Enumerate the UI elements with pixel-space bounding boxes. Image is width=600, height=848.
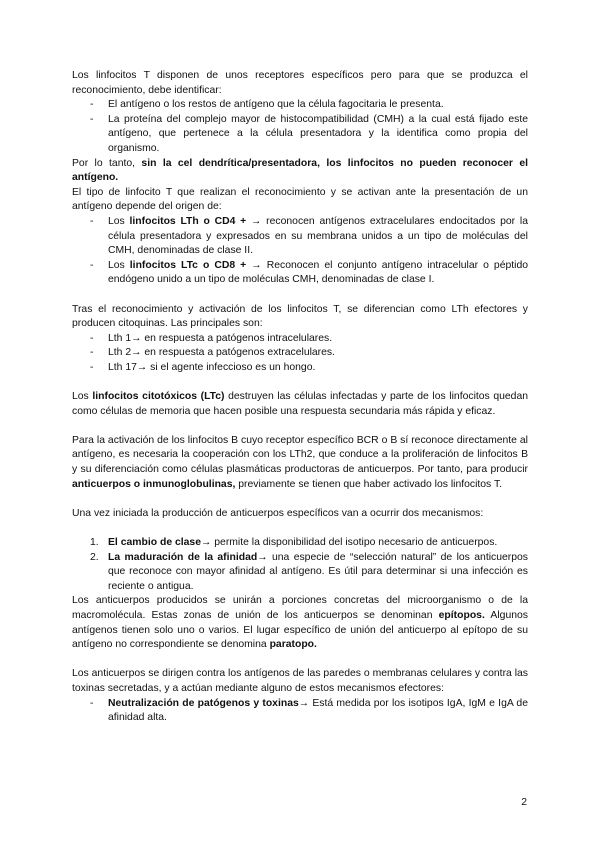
list-item: - Lth 1→ en respuesta a patógenos intracelulares.: [72, 332, 528, 347]
effector-mechanisms-list: [72, 697, 528, 726]
paragraph-lt-types: El tipo de linfocito T que realizan el reconocimiento y se activan ante la presentación de un antígeno depende del origen de:: [72, 186, 528, 213]
paragraph-effectors: Los anticuerpos se dirigen contra los antígenos de las paredes o membranas celulares y contra las toxinas secretadas, y a actúan mediante alguno de estos mecanismos efectores:: [72, 668, 528, 694]
paragraph-intro: Los linfocitos T disponen de unos receptores específicos pero para que se produzca el reconocimiento, debe identificar:: [72, 70, 528, 96]
recognition-list: [72, 98, 528, 156]
list-item: 1. El cambio de clase→ permite la disponibilidad del isotipo necesario de anticuerpos.: [90, 537, 498, 548]
paragraph-differentiation: Tras el reconocimiento y activación de los linfocitos T, se diferencian como LTh efectores y producen citoquinas. Las principales son:: [72, 303, 528, 330]
lymphocyte-types-list: [72, 215, 528, 288]
list-item: - La proteína del complejo mayor de histocompatibilidad (CMH) a la cual está fijado este antígeno, que pertenece a la célula presentadora y la identifica como propia del organismo.: [72, 113, 528, 157]
paragraph-mechanisms-intro: Una vez iniciada la producción de anticuerpos específicos van a ocurrir dos mecanismos:: [72, 507, 484, 519]
paragraph-ltc: Los linfocitos citotóxicos (LTc) destruyen las células infectadas y parte de los linfocitos quedan como células de memoria que hacen posible una respuesta secundaria más rápida y eficaz.: [72, 391, 529, 417]
paragraph-conclusion: Por lo tanto, sin la cel dendrítica/presentadora, los linfocitos no pueden reconocer el antígeno.: [72, 157, 529, 184]
list-item: - Neutralización de patógenos y toxinas→ Está medida por los isotipos IgA, IgM e IgA de afinidad alta.: [72, 697, 528, 726]
list-item: - Los linfocitos LTh o CD4 + → reconocen antígenos extracelulares endocitados por la célula presentadora y expresados en su membrana unidos a un tipo de moléculas del CMH, denominadas de clase II.: [72, 215, 528, 259]
page-number: 2: [521, 797, 527, 808]
paragraph-b-cells: Para la activación de los linfocitos B cuyo receptor específico BCR o B sí reconoce directamente al antígeno, es necesaria la cooperación con los LTh2, que conduce a la proliferación de linfocitos B y su diferenciación como células plasmáticas productoras de anticuerpos. Por tanto, para producir anticuerpos o inmunoglobulinas, previamente se tienen que haber activado los linfocitos T.: [72, 434, 528, 490]
list-item: - Lth 2→ en respuesta a patógenos extracelulares.: [72, 346, 528, 361]
page-content: [72, 69, 528, 726]
lth-subtypes-list: [72, 332, 528, 376]
mechanisms-list: [72, 536, 528, 594]
list-item: 2. La maduración de la afinidad→ una especie de “selección natural” de los anticuerpos que reconoce con mayor afinidad al antígeno. Es útil para determinar si una infección es reciente o antigua.: [90, 551, 528, 592]
paragraph-epitopes: Los anticuerpos producidos se unirán a porciones concretas del microorganismo o de la macromolécula. Estas zonas de unión de los anticuerpos se denominan epítopos. Algunos antígenos tienen solo uno o varios. El lugar específico de unión del anticuerpo al epítopo de su antígeno no correspondiente se denomina paratopo.: [72, 595, 528, 651]
list-item: - El antígeno o los restos de antígeno que la célula fagocitaria le presenta.: [72, 98, 528, 113]
list-item: - Lth 17→ si el agente infeccioso es un hongo.: [72, 361, 528, 376]
list-item: - Los linfocitos LTc o CD8 + → Reconocen el conjunto antígeno intracelular o péptido endógeno unido a un tipo de moléculas CMH, denominadas de clase I.: [72, 259, 528, 288]
